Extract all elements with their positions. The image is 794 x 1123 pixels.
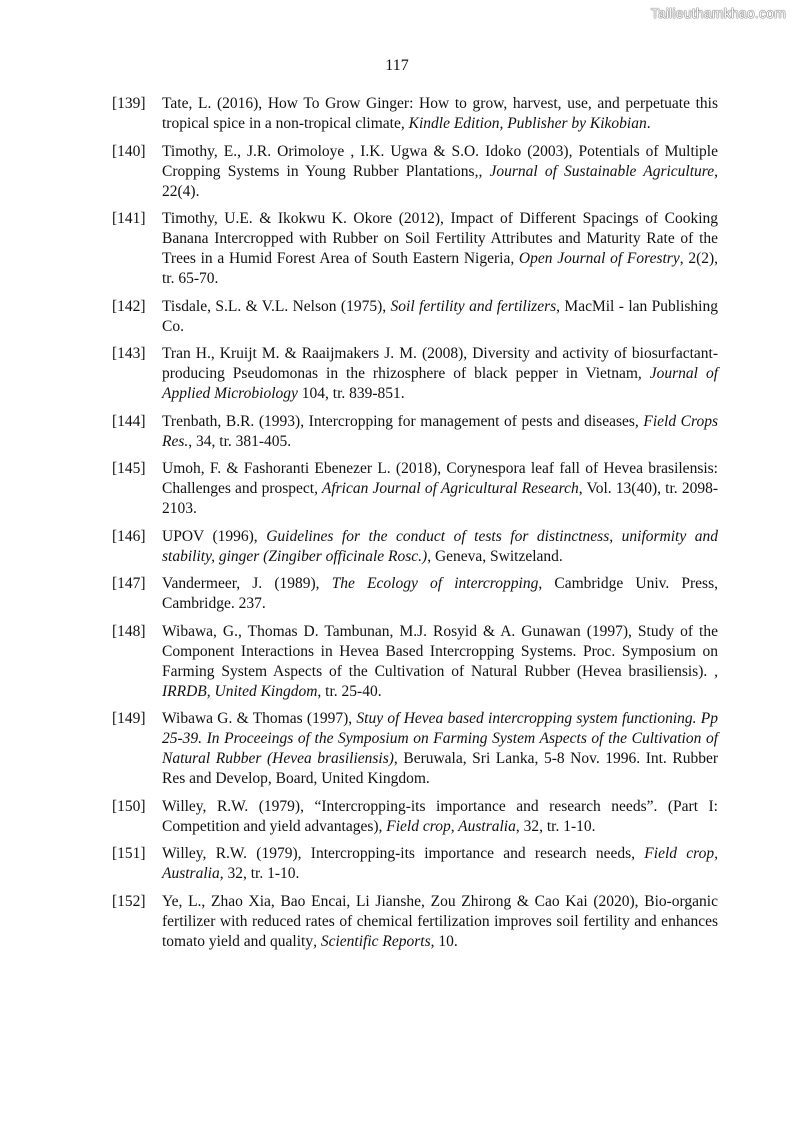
reference-text-part: , Geneva, Switzeland. — [427, 547, 563, 565]
reference-text-part: Timothy, E., J.R. Orimoloye , I.K. Ugwa & S.O. Idoko (2003), Potentials of Multiple Cropping Systems in Young Rubber Plantations, — [162, 142, 718, 180]
reference-item — [112, 844, 718, 884]
reference-list — [112, 94, 718, 959]
reference-text-part: Tisdale, S.L. & V.L. Nelson (1975), — [162, 297, 391, 315]
reference-italic-part: , IRRDB, United Kingdom — [162, 662, 718, 700]
reference-number: [143] — [112, 345, 146, 362]
reference-text — [162, 142, 718, 202]
reference-italic-part: , African Journal of Agricultural Research — [314, 480, 579, 497]
reference-item — [112, 892, 718, 952]
reference-item — [112, 344, 718, 404]
reference-item — [112, 574, 718, 614]
reference-text-part: Willey, R.W. (1979), Intercropping-its importance and research needs — [162, 845, 632, 862]
reference-item — [112, 209, 718, 289]
reference-text — [162, 412, 718, 452]
reference-item — [112, 142, 718, 202]
reference-text-part: , 10. — [430, 932, 458, 950]
reference-number: [149] — [112, 710, 146, 727]
reference-item — [112, 94, 718, 134]
reference-text-part: UPOV (1996), — [162, 527, 267, 545]
reference-text-part: Wibawa, G., Thomas D. Tambunan, M.J. Rosyid & A. Gunawan (1997), Study of the Component Interactions in Hevea Based Intercropping Systems. Proc. Symposium on Farming System Aspects of the Cultivation of Natural Rubber (Hevea brasiliensis). — [162, 622, 718, 680]
reference-text-part: . — [646, 115, 651, 132]
reference-text-part: Tate, L. (2016), How To Grow Ginger: How to grow, harvest, use, and perpetuate this tropical spice in a non-tropical climate — [162, 95, 718, 132]
reference-number: [145] — [112, 460, 146, 477]
reference-text-part: Wibawa G. & Thomas (1997), — [162, 710, 357, 727]
reference-text — [162, 459, 718, 519]
reference-italic-part: , Scientific Reports — [313, 932, 431, 950]
reference-text — [162, 527, 718, 567]
reference-text-part: , Cambridge Univ. Press, Cambridge. 237. — [162, 575, 718, 612]
reference-text — [162, 344, 718, 404]
reference-italic-part: , Journal of Sustainable Agriculture — [478, 162, 715, 180]
reference-text — [162, 797, 718, 837]
reference-text-part: , 32, tr. 1-10. — [219, 865, 300, 882]
reference-text — [162, 622, 718, 702]
reference-text-part: , Vol. 13(40), tr. 2098-2103. — [162, 480, 718, 517]
reference-text-part: , Beruwala, Sri Lanka, 5-8 Nov. 1996. Int. Rubber Res and Develop, Board, United Kingdom. — [162, 750, 718, 787]
reference-text — [162, 297, 718, 337]
reference-text — [162, 892, 718, 952]
reference-italic-part: , Journal of Applied Microbiology — [162, 365, 718, 402]
reference-number: [141] — [112, 210, 146, 227]
reference-text-part: Timothy, U.E. & Ikokwu K. Okore (2012), Impact of Different Spacings of Cooking Banana Intercropped with Rubber on Soil Fertility Attributes and Maturity Rate of the Trees in a Humid Forest Area of South Eastern Nigeria — [162, 210, 718, 267]
reference-text-part: , tr. 25-40. — [317, 682, 382, 700]
reference-number: [146] — [112, 527, 146, 545]
reference-item — [112, 459, 718, 519]
reference-text-part: Umoh, F. & Fashoranti Ebenezer L. (2018), Corynespora leaf fall of Hevea brasilensis: Challenges and prospect — [162, 460, 718, 497]
reference-text — [162, 574, 718, 614]
reference-number: [152] — [112, 892, 146, 910]
reference-number: [144] — [112, 412, 146, 430]
reference-item — [112, 527, 718, 567]
reference-italic-part: , Kindle Edition, Publisher by Kikobian — [400, 115, 647, 132]
reference-italic-part: Guidelines for the conduct of tests for distinctness, uniformity and stability, ginger (Zingiber officinale Rosc.) — [162, 527, 719, 565]
reference-italic-part: , Field Crops Res. — [162, 412, 718, 450]
reference-item — [112, 797, 718, 837]
reference-text-part: , 22(4). — [162, 162, 718, 200]
reference-italic-part: Stuy of Hevea based intercropping system functioning. Pp 25-39. In Proceeings of the Symposium on Farming System Aspects of the Cultivation of Natural Rubber (Hevea brasiliensis) — [162, 710, 718, 767]
reference-text-part: Ye, L., Zhao Xia, Bao Encai, Li Jianshe, Zou Zhirong & Cao Kai (2020), Bio-organic fertilizer with reduced rates of chemical fertilization improves soil fertility and enhances tomato yield and quality — [162, 892, 718, 950]
reference-text-part: Trenbath, B.R. (1993), Intercropping for management of pests and diseases — [162, 412, 635, 430]
reference-text — [162, 709, 718, 789]
reference-number: [151] — [112, 845, 146, 862]
reference-text-part: , 34, tr. 381-405. — [188, 432, 292, 450]
reference-number: [148] — [112, 622, 146, 640]
reference-item — [112, 622, 718, 702]
reference-text-part: Vandermeer, J. (1989), — [162, 575, 332, 592]
reference-italic-part: Soil fertility and fertilizers — [390, 297, 557, 315]
reference-text-part: Tran H., Kruijt M. & Raaijmakers J. M. (2008), Diversity and activity of biosurfactant-producing Pseudomonas in the rhizosphere of black pepper in Vietnam — [162, 345, 718, 382]
reference-item — [112, 709, 718, 789]
reference-text-part: Willey, R.W. (1979), “Intercropping-its importance and research needs”. (Part I: Competition and yield advantages) — [162, 797, 718, 835]
reference-italic-part: , Open Journal of Forestry — [510, 250, 680, 267]
page-number: 117 — [385, 57, 409, 74]
reference-italic-part: , Field crop, Australia — [378, 817, 516, 835]
watermark: Tailieuthamkhao.com — [650, 5, 786, 21]
reference-text — [162, 94, 718, 134]
reference-item — [112, 412, 718, 452]
reference-text-part: , 32, tr. 1-10. — [515, 817, 596, 835]
reference-text — [162, 209, 718, 289]
reference-number: [140] — [112, 142, 146, 160]
reference-item — [112, 297, 718, 337]
reference-number: [142] — [112, 297, 146, 315]
reference-text-part: 104, tr. 839-851. — [297, 385, 405, 402]
reference-italic-part: The Ecology of intercropping — [331, 575, 539, 592]
reference-text-part: , 2(2), tr. 65-70. — [162, 250, 719, 287]
reference-number: [147] — [112, 575, 146, 592]
reference-text-part: , MacMil - lan Publishing Co. — [162, 297, 718, 335]
reference-text — [162, 844, 718, 884]
reference-number: [139] — [112, 95, 146, 112]
reference-italic-part: , Field crop, Australia — [162, 845, 718, 882]
reference-number: [150] — [112, 797, 146, 815]
